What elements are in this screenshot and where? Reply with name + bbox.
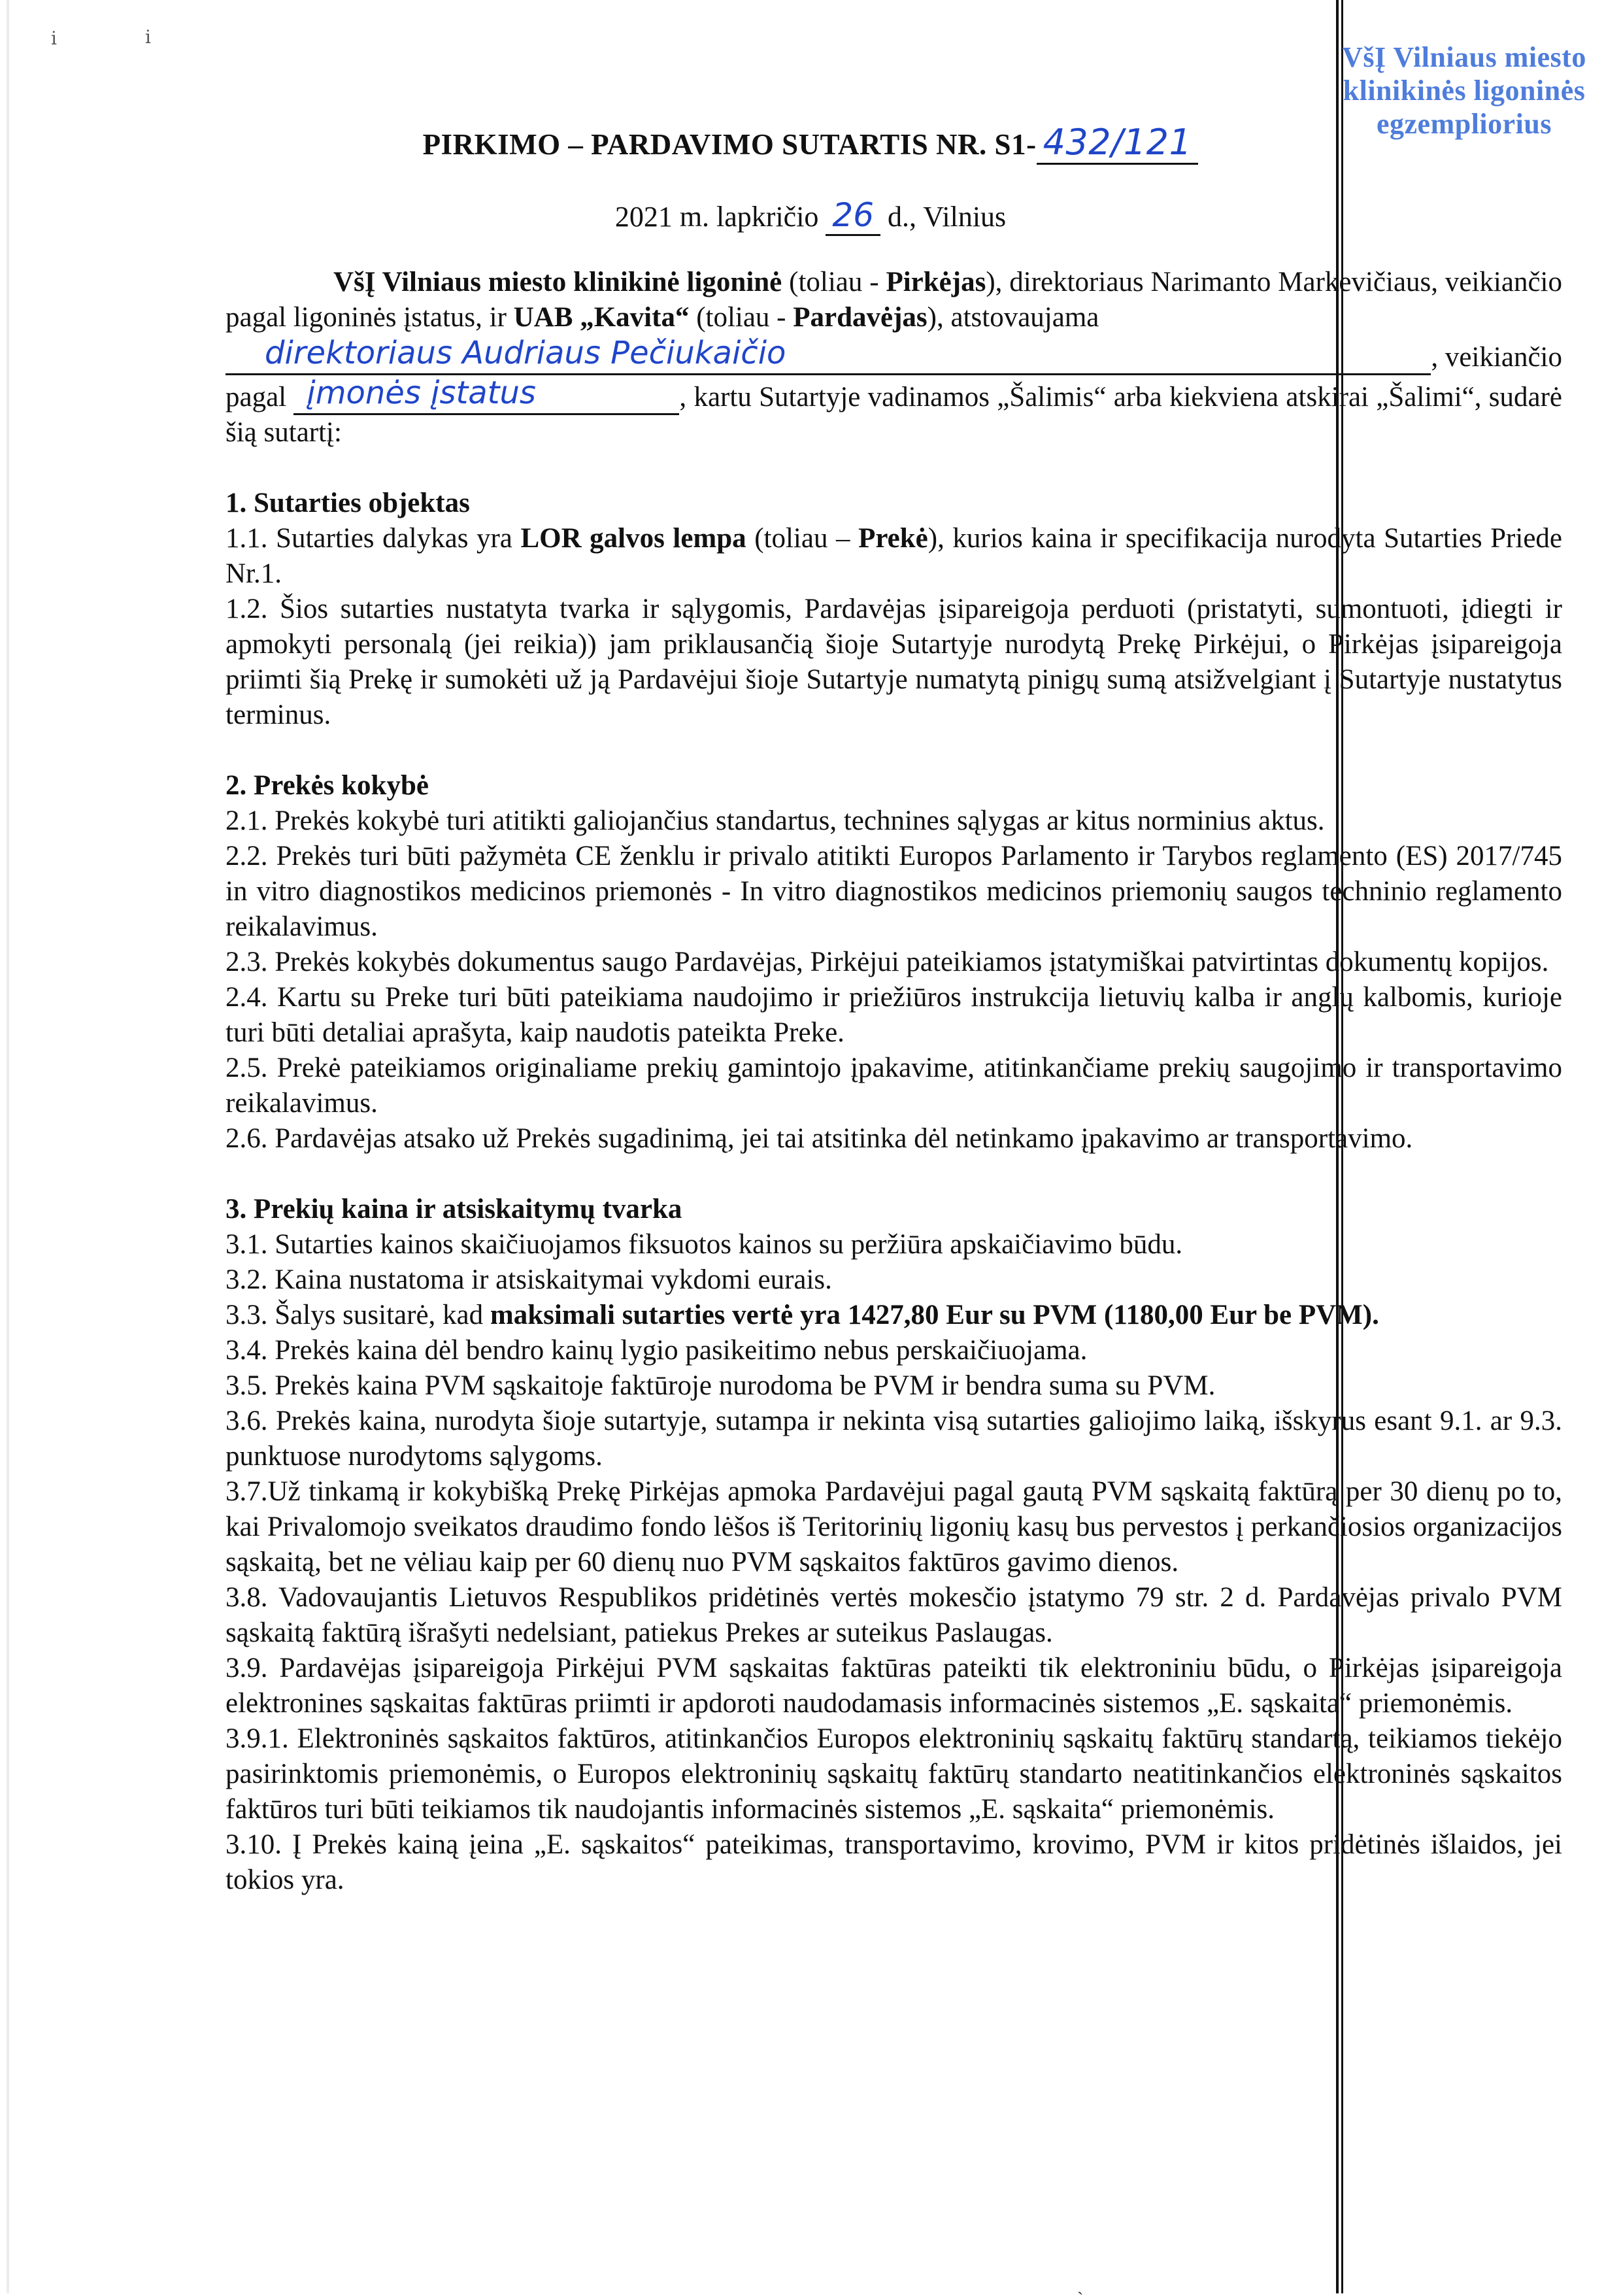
representative-row bbox=[226, 335, 1562, 375]
contract-number-handwritten: 432/121 bbox=[1037, 122, 1199, 165]
buyer-name: VšĮ Vilniaus miesto klinikinė ligoninė bbox=[333, 267, 782, 297]
clause-3-4: 3.4. Prekės kaina dėl bendro kainų lygio pasikeitimo nebus perskaičiuojama. bbox=[226, 1335, 1088, 1366]
clause-3-9: 3.9. Pardavėjas įsipareigoja Pirkėjui PVM sąskaitas faktūras pateikti tik elektroniniu būdu, o Pirkėjas įsipareigoja elektronines sąskaitas faktūras priimti ir apdoroti naudodamasis informacinės sistemos „E. sąskaita“ priemonėmis. bbox=[226, 1653, 1562, 1719]
clause-2-3: 2.3. Prekės kokybės dokumentus saugo Pardavėjas, Pirkėjui pateikiamos įstatymiškai patvirtintas dokumentų kopijos. bbox=[226, 947, 1549, 977]
text: 1.1. Sutarties dalykas yra bbox=[226, 523, 521, 554]
acting-basis-paragraph bbox=[226, 375, 1562, 450]
date-prefix: 2021 m. lapkričio bbox=[614, 201, 819, 233]
stamp-line: klinikinės ligoninės bbox=[1343, 75, 1586, 107]
clause-3-7: 3.7.Už tinkamą ir kokybišką Prekę Pirkėjas apmoka Pardavėjui pagal gautą PVM sąskaitą faktūrą per 30 dienų po to, kai Privalomojo sveikatos draudimo fondo lėšos iš Teritorinių ligonių kasų bus pervestos į perkančiosios organizacijos sąskaitą, bet ne vėliau kaip per 60 dienų nuo PVM sąskaitos faktūros gavimo dienos. bbox=[226, 1476, 1562, 1578]
text: , veikiančio bbox=[1431, 342, 1562, 373]
clause-2-2: 2.2. Prekės turi būti pažymėta CE ženklu ir privalo atitikti Europos Parlamento ir Tarybos reglamento (ES) 2017/745 in vitro diagnostikos medicinos priemonės - In vitro diagnostikos medicinos priemonių saugos techninio reglamento reikalavimus. bbox=[226, 841, 1562, 942]
clause-1-2: 1.2. Šios sutarties nustatyta tvarka ir sąlygomis, Pardavėjas įsipareigoja perduoti (pristatyti, sumontuoti, įdiegti ir apmokyti personalą (jei reikia)) jam priklausančią šioje Sutartyje nurodytą Prekę Pirkėjui, o Pirkėjas įsipareigoja priimti šią Prekę ir sumokėti už ją Pardavėjui šioje Sutartyje numatytą pinigų sumą atsižvelgiant į Sutartyje nustatytus terminus. bbox=[226, 594, 1562, 730]
scan-mark: ⅰ bbox=[145, 27, 151, 48]
clause-3-6: 3.6. Prekės kaina, nurodyta šioje sutartyje, sutampa ir nekinta visą sutarties galiojimo laiką, išskyrus esant 9.1. ar 9.3. punktuose nurodytoms sąlygoms. bbox=[226, 1406, 1562, 1472]
date-suffix: d., Vilnius bbox=[888, 201, 1007, 233]
contract-value: maksimali sutarties vertė yra 1427,80 Eur su PVM (1180,00 Eur be PVM). bbox=[490, 1300, 1379, 1330]
text: ), kurios kaina ir specifikacija nurodyta Sutarties Priede Nr.1. bbox=[226, 523, 1562, 589]
clause-3-9-1: 3.9.1. Elektroninės sąskaitos faktūros, atitinkančios Europos elektroninių sąskaitų faktūrų standartą, teikiamos tiekėjo pasirinktomis priemonėmis, o Europos elektroninių sąskaitų faktūrų standarto neatitinkančios elektroninės sąskaitos faktūros turi būti teikiamos tik naudojantis informacinės sistemos „E. sąskaita“ priemonėmis. bbox=[226, 1723, 1562, 1825]
product-name: LOR galvos lempa bbox=[520, 523, 746, 554]
scan-edge bbox=[7, 0, 9, 2293]
clause-3-10: 3.10. Į Prekės kainą įeina „E. sąskaitos“ pateikimas, transportavimo, krovimo, PVM ir kitos pridėtinės išlaidos, jei tokios yra. bbox=[226, 1829, 1562, 1895]
text: 3.3. Šalys susitarė, kad bbox=[226, 1300, 490, 1330]
clause-3-2: 3.2. Kaina nustatoma ir atsiskaitymai vykdomi eurais. bbox=[226, 1264, 832, 1295]
stamp-line: egzempliorius bbox=[1376, 108, 1552, 140]
representative-field-handwritten: direktoriaus Audriaus Pečiukaičio bbox=[226, 335, 1431, 375]
clause-2-1: 2.1. Prekės kokybė turi atitikti galiojančius standartus, technines sąlygas ar kitus norminius aktus. bbox=[226, 805, 1325, 836]
clause-3-3 bbox=[226, 1298, 1562, 1333]
clause-3-5: 3.5. Prekės kaina PVM sąskaitoje faktūroje nurodoma be PVM ir bendra suma su PVM. bbox=[226, 1370, 1216, 1401]
text: ), atstovaujama bbox=[927, 302, 1099, 333]
page-title bbox=[0, 122, 1621, 163]
clause-1-1 bbox=[226, 521, 1562, 592]
acting-basis-field-handwritten: įmonės įstatus bbox=[293, 375, 679, 415]
section-heading: 3. Prekių kaina ir atsiskaitymų tvarka bbox=[226, 1194, 682, 1224]
buyer-alias: Pirkėjas bbox=[886, 267, 986, 297]
contract-body bbox=[226, 265, 1562, 1898]
clause-2-6: 2.6. Pardavėjas atsako už Prekės sugadinimą, jei tai atsitinka dėl netinkamo įpakavimo ar transportavimo. bbox=[226, 1123, 1413, 1154]
product-alias: Prekė bbox=[858, 523, 928, 554]
clause-3-8: 3.8. Vadovaujantis Lietuvos Respublikos pridėtinės vertės mokesčio įstatymo 79 str. 2 d. Pardavėjas privalo PVM sąskaitą faktūrą išrašyti nedelsiant, patiekus Prekes ar suteikus Paslaugas. bbox=[226, 1582, 1562, 1648]
title-text: PIRKIMO – PARDAVIMO SUTARTIS NR. S1- bbox=[422, 128, 1037, 161]
stamp-line: VšĮ Vilniaus miesto bbox=[1342, 41, 1586, 73]
clause-3-1: 3.1. Sutarties kainos skaičiuojamos fiksuotos kainos su peržiūra apskaičiavimo būdu. bbox=[226, 1229, 1183, 1260]
section-heading: 2. Prekės kokybė bbox=[226, 770, 429, 801]
text: pagal bbox=[226, 382, 287, 413]
text: ), direktoriaus Narimanto Markevičiaus, veikiančio pagal ligoninės įstatus, ir bbox=[226, 267, 1562, 333]
text: (toliau - bbox=[782, 267, 886, 297]
contract-date bbox=[0, 196, 1621, 234]
scan-mark: ˏ bbox=[1077, 2275, 1084, 2295]
parties-paragraph bbox=[226, 265, 1562, 335]
date-day-handwritten: 26 bbox=[826, 196, 880, 236]
text: , kartu Sutartyje vadinamos „Šalimis“ arba kiekviena atskirai „Šalimi“, sudarė šią sutartį: bbox=[226, 382, 1562, 448]
seller-alias: Pardavėjas bbox=[793, 302, 927, 333]
text: (toliau - bbox=[689, 302, 794, 333]
section-heading: 1. Sutarties objektas bbox=[226, 488, 470, 518]
scan-mark: ⅰ bbox=[51, 29, 57, 49]
text: (toliau – bbox=[746, 523, 859, 554]
seller-name: UAB „Kavita“ bbox=[513, 302, 690, 333]
clause-2-4: 2.4. Kartu su Preke turi būti pateikiama naudojimo ir priežiūros instrukcija lietuvių kalba ir anglų kalbomis, kurioje turi būti detaliai aprašyta, kaip naudotis pateikta Preke. bbox=[226, 982, 1562, 1048]
clause-2-5: 2.5. Prekė pateikiamos originaliame prekių gamintojo įpakavime, atitinkančiame prekių saugojimo ir transportavimo reikalavimus. bbox=[226, 1053, 1562, 1119]
